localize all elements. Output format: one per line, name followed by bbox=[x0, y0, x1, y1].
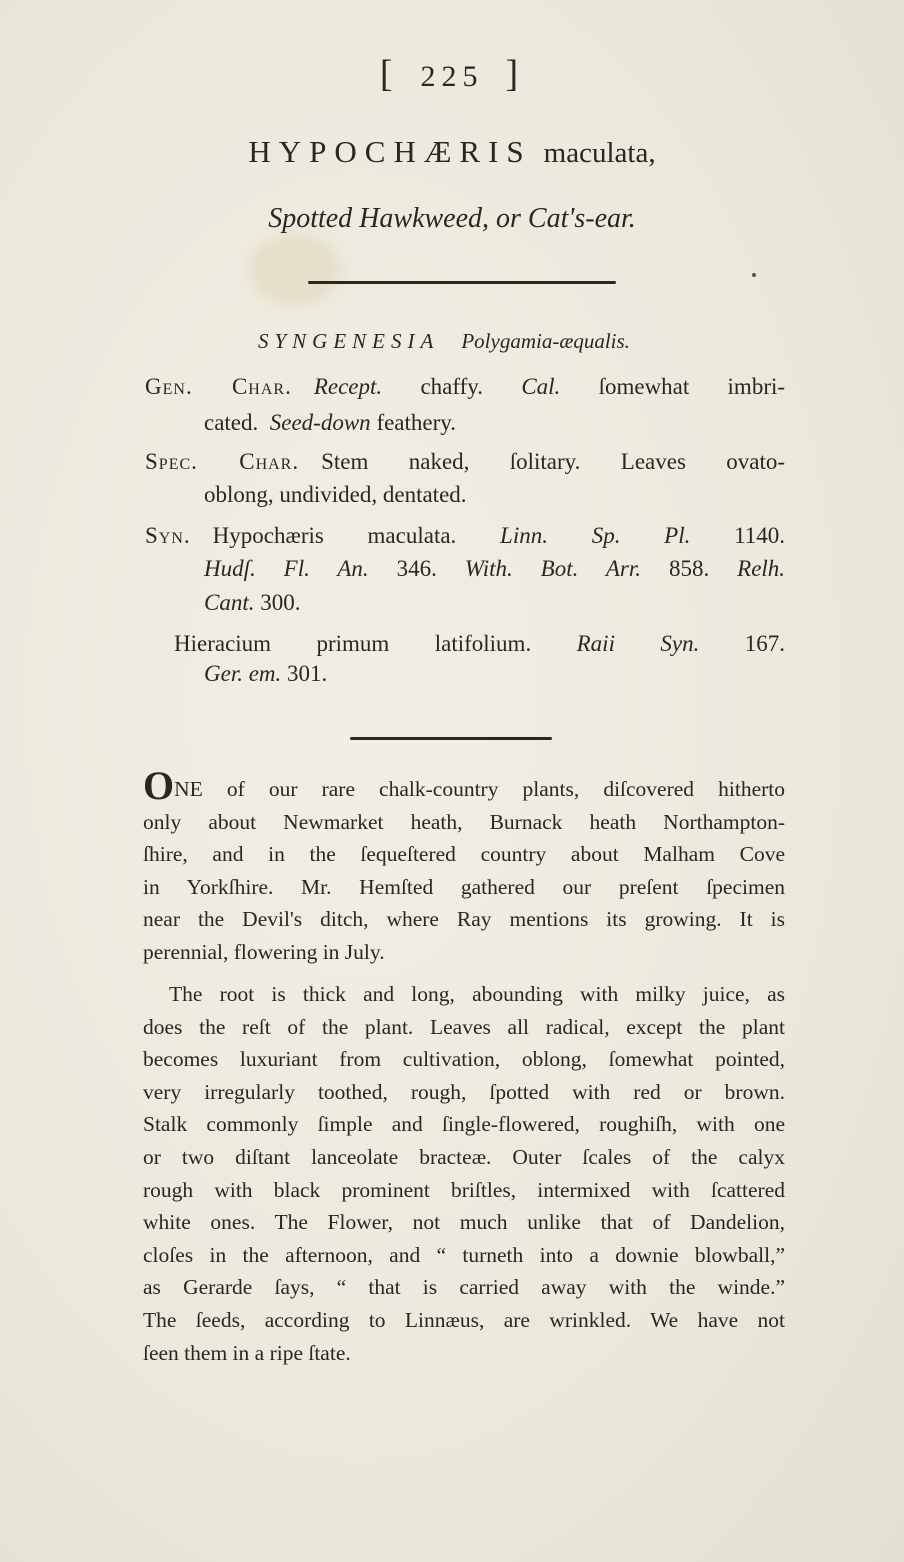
paragraph-2 bbox=[143, 978, 785, 1369]
para2-line: cloſes in the afternoon, and “ turneth into a downie blowball,” bbox=[143, 1242, 785, 1267]
para1-line: near the Devil's ditch, where Ray mentions its growing. It is bbox=[143, 907, 785, 932]
first-word-rest: NE bbox=[174, 777, 203, 801]
para1-line: in Yorkſhire. Mr. Hemſted gathered our preſent ſpecimen bbox=[143, 874, 785, 899]
syn-line2 bbox=[204, 552, 785, 586]
ink-speck bbox=[752, 273, 756, 277]
para2-line: becomes luxuriant from cultivation, oblong, ſomewhat pointed, bbox=[143, 1047, 785, 1072]
gen-feathery: feathery. bbox=[376, 410, 457, 435]
para1-line: ſhire, and in the ſequeſtered country about Malham Cove bbox=[143, 842, 785, 867]
gen-rest: ſomewhat imbri- bbox=[598, 374, 786, 399]
syn-relh: Relh. bbox=[737, 556, 786, 581]
gen-seed-down: Seed-down bbox=[269, 410, 371, 435]
para2-line: white ones. The Flower, not much unlike that of Dandelion, bbox=[143, 1210, 785, 1235]
gen-chaffy: chaffy. bbox=[420, 374, 484, 399]
spec-char-text1: Stem naked, ſolitary. Leaves ovato- bbox=[321, 449, 785, 474]
syn-with-num: 858. bbox=[668, 556, 710, 581]
para1-text: of our rare chalk-country plants, diſcovered hitherto bbox=[226, 777, 785, 801]
syn-hudf-num: 346. bbox=[396, 556, 437, 581]
syn-linn-num: 1140. bbox=[734, 523, 786, 548]
class-name: SYNGENESIA bbox=[258, 329, 440, 353]
classification bbox=[258, 329, 630, 354]
para2-line: does the reſt of the plant. Leaves all radical, except the plant bbox=[143, 1014, 785, 1039]
para1-line: only about Newmarket heath, Burnack heath Northampton- bbox=[143, 809, 785, 834]
syn-cant-num: 300. bbox=[260, 590, 301, 615]
paper-stain bbox=[250, 235, 340, 305]
gen-recept: Recept. bbox=[313, 374, 383, 399]
para1-line: perennial, flowering in July. bbox=[143, 939, 385, 964]
close-bracket: ] bbox=[505, 53, 525, 95]
para2-line: The root is thick and long, abounding with milky juice, as bbox=[169, 982, 785, 1006]
page-number-value: 225 bbox=[420, 60, 484, 93]
order-name: Polygamia-æqualis. bbox=[461, 329, 630, 353]
syn-label: Syn. bbox=[145, 523, 191, 548]
spec-char-line2: oblong, undivided, dentated. bbox=[204, 482, 467, 507]
syn-name: Hypochæris maculata. bbox=[212, 523, 457, 548]
syn-line4 bbox=[174, 627, 785, 661]
para2-line: or two diſtant lanceolate bracteæ. Outer ſcales of the calyx bbox=[143, 1144, 785, 1169]
title-genus: HYPOCHÆRIS bbox=[248, 134, 532, 169]
syn-ger-num: 301. bbox=[287, 661, 328, 686]
page-number bbox=[0, 52, 904, 96]
gen-char-label: Gen. Char. bbox=[145, 374, 292, 399]
spec-char-label: Spec. Char. bbox=[145, 449, 300, 474]
syn-line1 bbox=[145, 519, 785, 553]
para2-line: rough with black prominent briſtles, intermixed with ſcattered bbox=[143, 1177, 785, 1202]
para2-line: The ſeeds, according to Linnæus, are wrinkled. We have not bbox=[143, 1307, 785, 1332]
syn-line3 bbox=[204, 590, 300, 616]
gen-char-line2 bbox=[204, 410, 456, 436]
syn-raii: Raii Syn. bbox=[576, 631, 700, 656]
syn-with: With. Bot. Arr. bbox=[464, 556, 642, 581]
gen-cal: Cal. bbox=[521, 374, 561, 399]
syn-raii-num: 167. bbox=[744, 631, 786, 656]
drop-cap: O bbox=[143, 763, 175, 808]
syn-hudf: Hudſ. Fl. An. bbox=[204, 556, 369, 581]
syn-line5 bbox=[204, 661, 327, 687]
spec-char-line1 bbox=[145, 445, 785, 479]
para2-line: as Gerarde ſays, “ that is carried away with the winde.” bbox=[143, 1275, 785, 1300]
page-title bbox=[0, 134, 904, 170]
title-species: maculata, bbox=[543, 137, 656, 169]
para1-line bbox=[143, 763, 785, 808]
gen-char-line1 bbox=[145, 370, 785, 404]
para2-line: Stalk commonly ſimple and ſingle-flowered, roughiſh, with one bbox=[143, 1112, 785, 1137]
syn-linn-ref: Linn. Sp. Pl. bbox=[500, 523, 691, 548]
paragraph-1 bbox=[143, 763, 785, 969]
para2-line: very irregularly toothed, rough, ſpotted with red or brown. bbox=[143, 1079, 785, 1104]
divider-rule bbox=[308, 281, 616, 284]
common-name: Spotted Hawkweed, or Cat's-ear. bbox=[268, 203, 636, 234]
divider-rule-2 bbox=[350, 737, 552, 740]
syn-hieracium: Hieracium primum latifolium. bbox=[174, 631, 532, 656]
open-bracket: [ bbox=[379, 53, 399, 95]
syn-ger: Ger. em. bbox=[204, 661, 282, 686]
gen-cated: cated. bbox=[204, 410, 259, 435]
para2-line: ſeen them in a ripe ſtate. bbox=[143, 1340, 351, 1365]
syn-cant: Cant. bbox=[204, 590, 255, 615]
